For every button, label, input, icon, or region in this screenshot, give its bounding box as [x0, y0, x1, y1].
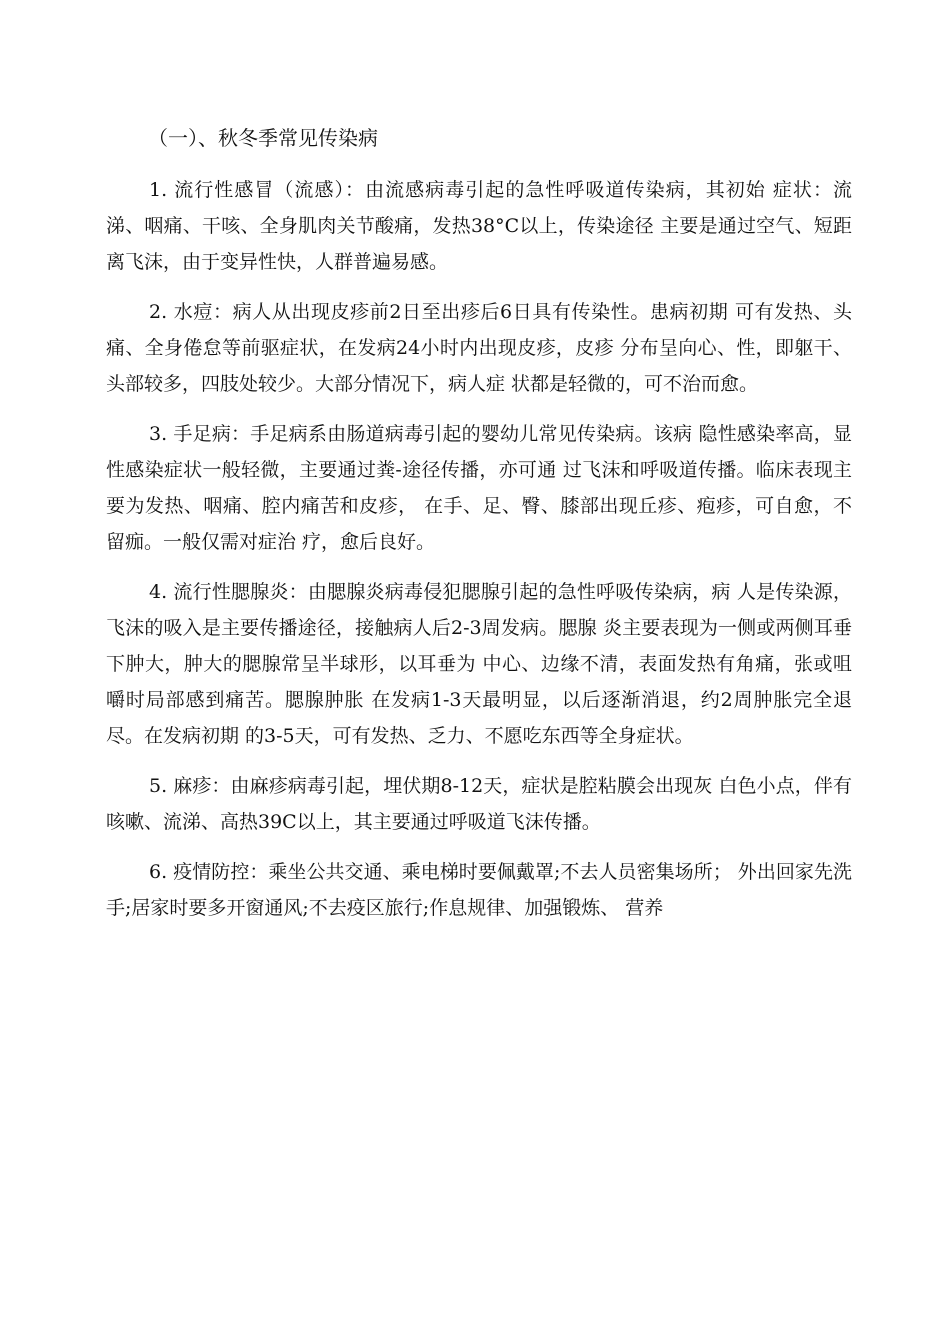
section-heading: （一）、秋冬季常见传染病	[148, 126, 378, 150]
document-body	[106, 172, 852, 940]
paragraph-mumps: 4. 流行性腮腺炎：由腮腺炎病毒侵犯腮腺引起的急性呼吸传染病，病 人是传染源，飞沫的吸入是主要传播途径，接触病人后2-3周发病。腮腺 炎主要表现为一侧或两侧耳垂下肿大，肿大的腮腺常呈半球形，以耳垂为 中心、边缘不清，表面发热有角痛，张或咀嚼时局部感到痛苦。腮腺肿胀 在发病1-3天最明显，以后逐渐消退，约2周肿胀完全退尽。在发病初期 的3-5天，可有发热、乏力、不愿吃东西等全身症状。	[106, 581, 852, 747]
paragraph-influenza: 1. 流行性感冒（流感）：由流感病毒引起的急性呼吸道传染病，其初始 症状：流涕、咽痛、干咳、全身肌肉关节酸痛，发热38°C以上，传染途径 主要是通过空气、短距离飞沫，由于变异性快，人群普遍易感。	[106, 179, 852, 273]
paragraph-epidemic-prevention: 6. 疫情防控：乘坐公共交通、乘电梯时要佩戴罩;不去人员密集场所； 外出回家先洗手;居家时要多开窗通风;不去疫区旅行;作息规律、加强锻炼、 营养	[106, 861, 852, 919]
paragraph-measles: 5. 麻疹：由麻疹病毒引起，埋伏期8-12天，症状是腔粘膜会出现灰 白色小点，伴有咳嗽、流涕、高热39C以上，其主要通过呼吸道飞沫传播。	[106, 775, 852, 833]
paragraph-hand-foot-disease: 3. 手足病：手足病系由肠道病毒引起的婴幼儿常见传染病。该病 隐性感染率高，显性感染症状一般轻微，主要通过粪-途径传播，亦可通 过飞沫和呼吸道传播。临床表现主要为发热、咽痛、腔内痛苦和皮疹， 在手、足、臀、膝部出现丘疹、疱疹，可自愈，不留痂。一般仅需对症治 疗，愈后良好。	[106, 423, 852, 553]
paragraph-chickenpox: 2. 水痘：病人从出现皮疹前2日至出疹后6日具有传染性。患病初期 可有发热、头痛、全身倦怠等前驱症状，在发病24小时内出现皮疹，皮疹 分布呈向心、性，即躯干、头部较多，四肢处较少。大部分情况下，病人症 状都是轻微的，可不治而愈。	[106, 301, 852, 395]
